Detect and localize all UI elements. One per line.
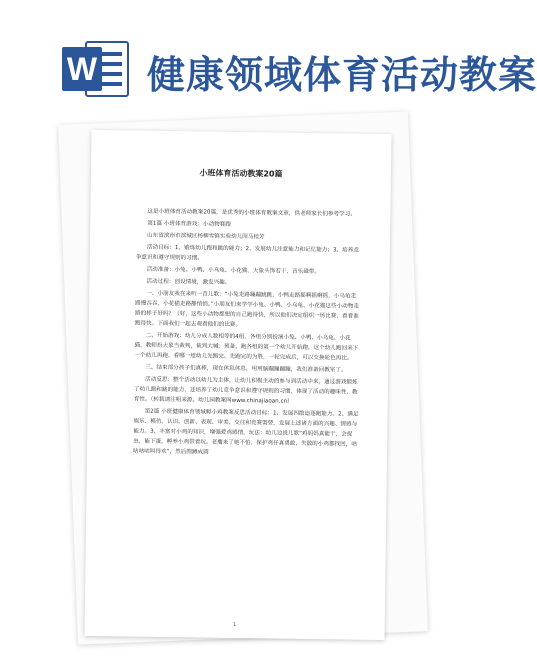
- paragraph: 第1篇 小班体育游戏：小动物赛跑: [147, 220, 231, 228]
- paragraph: 活动准备：小兔、小鸭、小乌龟、小花猫，大象头饰若干，音乐磁带。: [146, 266, 321, 276]
- document-body: [133, 207, 362, 462]
- paragraph: 活动目标：1、锻炼幼儿跑和跳的能力；2、发展幼儿注意能力和记忆能力；3、培养竞争意识和遵守规则的习惯。: [135, 244, 359, 262]
- document-page: [84, 130, 391, 640]
- page-title: 健康领域体育活动教案: [147, 53, 537, 97]
- document-title: 小班体育活动教案20篇: [199, 168, 283, 179]
- paragraph: 第2篇 小班健康体育领域孵小鸡教案反思活动目标：1、发展四散追逐跑能力。2、满足娱乐、模仿、认识、创新、表现、审美、交往和竞赛需要，发展上述诸方面的兴趣、情感与能力。3、丰富对小鸡的知识，增强爱鸡感情，玩法：幼儿边说儿歌“鸡妈妈真能干，会捉虫，能下蛋，孵养小鸡带着玩。老鹰来了她不怕，保护鸡仔真勇敢，失散的小鸡都找回，咕咕咕咕叫得欢”，然后围蹲成圆: [133, 408, 359, 456]
- word-logo-icon: [60, 38, 130, 100]
- paragraph: 活动过程：创设情境，激发兴趣。: [146, 278, 231, 286]
- paragraph: 这是小班体育活动教案20篇，是优秀的小班体育教案文章，供老师家长们参考学习。: [147, 208, 356, 218]
- paragraph: 三、结束部分孩子们真棒，现在休息休息，用用脑蹦蹦蹦蹦，我们准备回教室了。: [145, 364, 347, 374]
- paragraph: 一、小朋友我在来听一首儿歌：“小兔走路蹦蹦跳跳，小鸭走路摇啊摇啊摇，小乌龟走路慢吞吞，小花猫走路静悄悄。”小朋友们来学学小兔、小鸭、小乌龟、小花猫这些小动物走路的样子好吗？（好，这些小动物都想的自己跑得快，所以他们决定组织一场比赛，看看谁跑得快。下面我们一起去观看他们的比赛。: [134, 290, 360, 329]
- logo-letter: W: [66, 51, 98, 87]
- paragraph: 山东省滨州市滨城区杨柳雪镇实验幼儿园马桂芳: [147, 232, 265, 241]
- page-number: 1: [233, 621, 237, 628]
- paragraph: 二、开始游戏：幼儿分成人数相等的4组，各组分别扮演小兔、小鸭、小乌龟、小花猫，教师扮大象当裁判，裁判大喊：预备，跑各组的第一个幼儿开始跑，这个幼儿跑回来下一个幼儿再跑，看哪一组幼儿先跑完。先跑完的为胜，一轮完成后，可以交换轮色再比。: [134, 332, 359, 362]
- paragraph: 活动反思：整个活动以幼儿为主体，让幼儿积极主动的参与到活动中来，通过游戏锻炼了幼儿跑和跳的能力，还培养了幼儿竞争意识和遵守规则的习惯，体现了活动的趣味性、教育性。（转载请注明来源。幼儿园教案网www.chinajiaoan.cn）: [133, 376, 358, 405]
